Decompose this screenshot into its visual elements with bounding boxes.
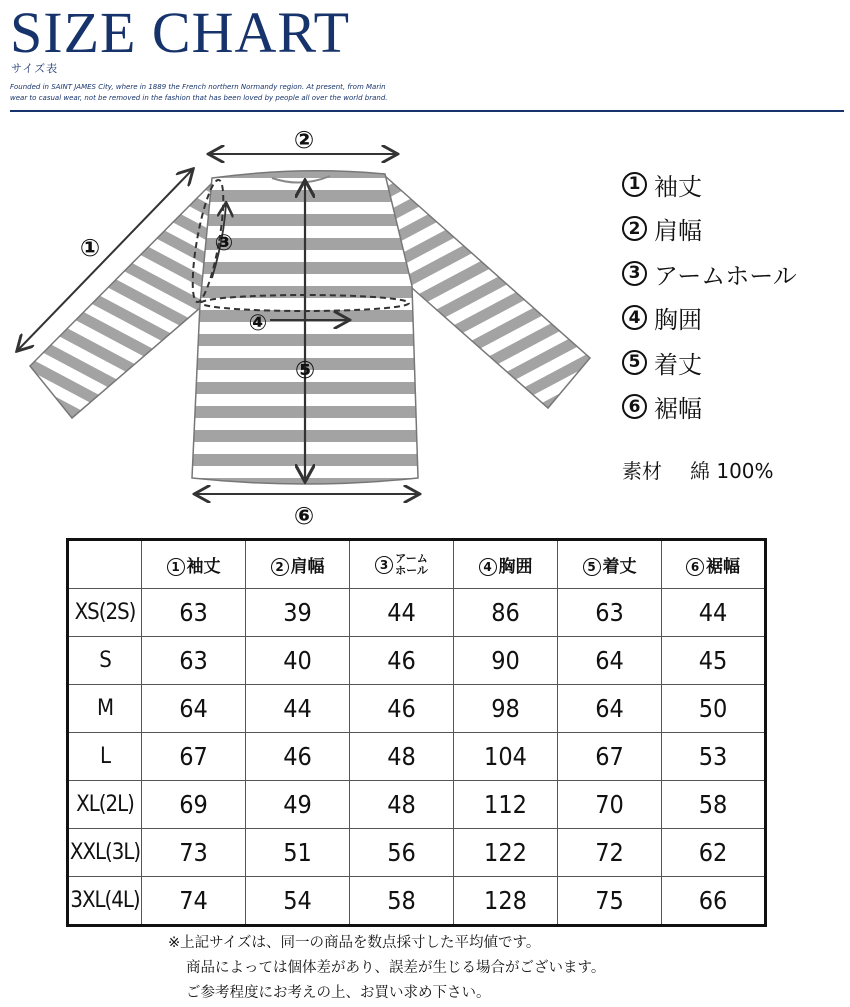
value-cell: 104 [454,733,558,781]
header-label: 胸囲 [498,557,533,577]
table-row [68,733,766,781]
header-hem-width [662,540,766,589]
size-cell: 3XL(4L) [68,877,142,926]
value-cell: 67 [142,733,246,781]
value-cell: 63 [558,589,662,637]
diagram-label-3: ③ [214,231,234,256]
size-cell: L [68,733,142,781]
value-cell: 46 [350,685,454,733]
header-number: 1 [167,558,185,576]
legend-number: 4 [622,305,647,330]
header-number: 4 [479,558,497,576]
note-line: 商品によっては個体差があり、誤差が生じる場合がございます。 [186,960,606,976]
header-label-line2: ホール [395,563,428,577]
size-cell: M [68,685,142,733]
header-divider [10,110,844,112]
value-cell: 63 [142,637,246,685]
value-cell: 58 [662,781,766,829]
value-cell: 51 [246,829,350,877]
header-label-line1: アーム [395,551,428,565]
size-cell: XS(2S) [68,589,142,637]
diagram-label-2: ② [293,126,315,154]
value-cell: 73 [142,829,246,877]
brand-tagline [10,82,570,104]
note-line: ※上記サイズは、同一の商品を数点採寸した平均値です。 [168,935,541,951]
value-cell: 66 [662,877,766,926]
value-cell: 44 [246,685,350,733]
legend-number: 3 [622,261,647,286]
value-cell: 64 [558,637,662,685]
size-cell: XL(2L) [68,781,142,829]
tagline-line: Founded in SAINT JAMES City, where in 1889 the French northern Normandy region. At present, from Marin [10,83,386,91]
page-subtitle: サイズ表 [11,62,59,75]
value-cell: 62 [662,829,766,877]
tagline-line: wear to casual wear, not be removed in the fashion that has been loved by people all over the world brand. [10,94,388,102]
header-number: 5 [583,558,601,576]
legend-item [622,296,797,341]
table-row [68,685,766,733]
table-row [68,589,766,637]
shirt-diagram [0,118,600,538]
legend-label: アームホール [654,261,797,290]
value-cell: 112 [454,781,558,829]
header-length [558,540,662,589]
header-label: 着丈 [602,557,637,577]
value-cell: 56 [350,829,454,877]
value-cell: 75 [558,877,662,926]
value-cell: 64 [142,685,246,733]
material-info [622,455,774,484]
value-cell: 46 [246,733,350,781]
value-cell: 44 [662,589,766,637]
size-table [66,538,767,927]
value-cell: 54 [246,877,350,926]
value-cell: 98 [454,685,558,733]
header-chest [454,540,558,589]
value-cell: 69 [142,781,246,829]
table-row [68,829,766,877]
table-row [68,781,766,829]
value-cell: 48 [350,733,454,781]
header-shoulder-width [246,540,350,589]
header-size [68,540,142,589]
size-cell: XXL(3L) [68,829,142,877]
header-sleeve-length [142,540,246,589]
legend-label: 着丈 [654,350,702,379]
shirt-right-sleeve [385,176,590,408]
value-cell: 64 [558,685,662,733]
value-cell: 90 [454,637,558,685]
legend-item [622,251,797,296]
diagram-label-4: ④ [248,311,268,336]
legend-number: 2 [622,216,647,241]
material-label: 素材 [622,459,662,483]
value-cell: 44 [350,589,454,637]
value-cell: 63 [142,589,246,637]
shirt-left-sleeve [30,180,215,418]
header-label: 肩幅 [290,557,325,577]
header-number: 6 [686,558,704,576]
value-cell: 46 [350,637,454,685]
value-cell: 86 [454,589,558,637]
header-label: 裾幅 [706,557,740,577]
page-title: SIZE CHART [10,0,351,65]
header-number: 3 [375,556,393,574]
legend-item [622,162,797,207]
measurement-legend [622,162,797,429]
value-cell: 74 [142,877,246,926]
legend-label: 肩幅 [654,217,702,246]
value-cell: 70 [558,781,662,829]
table-row [68,637,766,685]
size-notes [168,931,605,1006]
value-cell: 45 [662,637,766,685]
legend-label: 裾幅 [654,395,702,424]
value-cell: 49 [246,781,350,829]
legend-label: 袖丈 [654,172,702,201]
value-cell: 72 [558,829,662,877]
value-cell: 67 [558,733,662,781]
diagram-label-1: ① [79,234,101,262]
material-value: 綿 100% [690,459,774,483]
note-line: ご参考程度にお考えの上、お買い求め下さい。 [186,985,491,1001]
legend-number: 6 [622,394,647,419]
legend-item [622,207,797,252]
table-row [68,877,766,926]
size-cell: S [68,637,142,685]
value-cell: 58 [350,877,454,926]
value-cell: 50 [662,685,766,733]
header-label: 袖丈 [186,557,221,577]
value-cell: 128 [454,877,558,926]
legend-label: 胸囲 [654,306,702,335]
value-cell: 53 [662,733,766,781]
value-cell: 48 [350,781,454,829]
header-armhole [350,540,454,589]
legend-item [622,385,797,430]
table-header-row [68,540,766,589]
value-cell: 39 [246,589,350,637]
diagram-label-6: ⑥ [293,502,315,530]
value-cell: 122 [454,829,558,877]
header-number: 2 [271,558,289,576]
legend-number: 5 [622,350,647,375]
value-cell: 40 [246,637,350,685]
legend-number: 1 [622,172,647,197]
legend-item [622,340,797,385]
diagram-label-5: ⑤ [294,356,316,384]
